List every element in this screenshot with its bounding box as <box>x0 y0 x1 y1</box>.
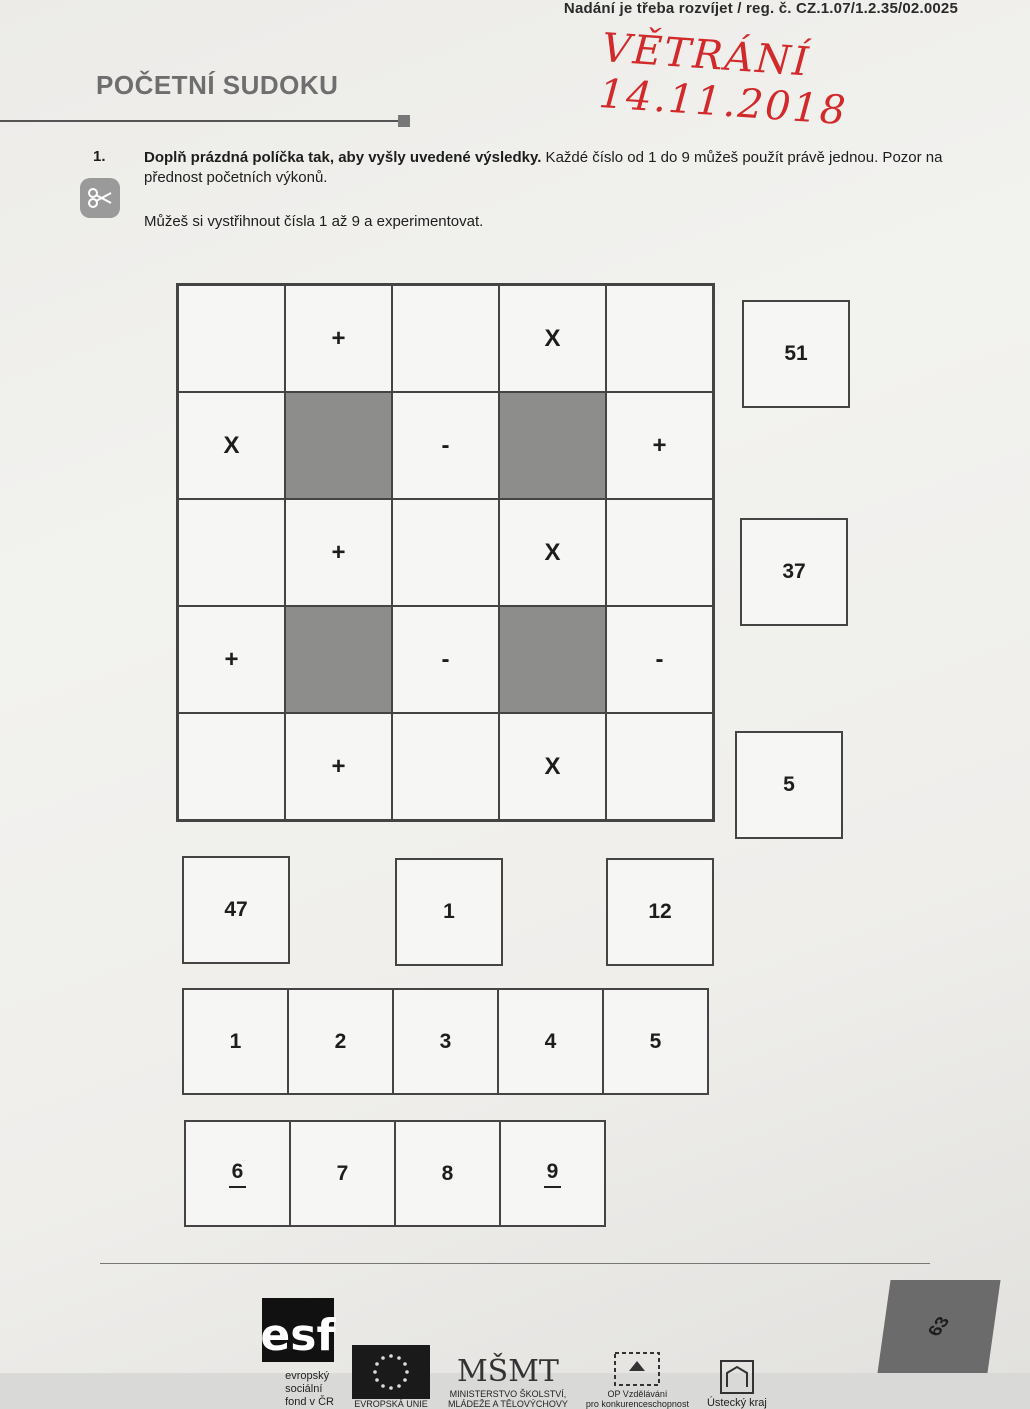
msmt-label-1: MINISTERSTVO ŠKOLSTVÍ, <box>449 1389 567 1399</box>
grid-operator: + <box>284 498 393 607</box>
op-logo <box>586 1349 689 1409</box>
grid-shaded-cell <box>498 391 607 500</box>
grid-operator: X <box>498 284 607 393</box>
msmt-logo <box>448 1355 568 1409</box>
grid-cell[interactable] <box>391 284 500 393</box>
number-tile[interactable]: 8 <box>394 1120 501 1227</box>
msmt-mark: MŠMT <box>456 1354 559 1389</box>
grid-cell[interactable] <box>177 284 286 393</box>
number-tile[interactable]: 1 <box>182 988 289 1095</box>
esf-text-line-2: sociální <box>285 1383 323 1395</box>
number-tile[interactable] <box>184 1120 291 1227</box>
op-label-2: pro konkurenceschopnost <box>585 1399 689 1409</box>
region-logo <box>707 1357 767 1409</box>
section-title: POČETNÍ SUDOKU <box>96 70 339 100</box>
grid-operator: - <box>605 605 714 714</box>
grid-operator: X <box>498 712 607 821</box>
grid-operator: - <box>391 391 500 500</box>
grid-shaded-cell <box>284 605 393 714</box>
esf-text-line-3: fond v ČR <box>285 1396 334 1408</box>
number-tile[interactable]: 2 <box>287 988 394 1095</box>
column-result-1: 47 <box>182 856 290 964</box>
row-result-3: 5 <box>735 731 843 839</box>
region-label: Ústecký kraj <box>706 1397 767 1409</box>
task-instruction-bold: Doplň prázdná políčka tak, aby vyšly uvedené výsledky. <box>144 149 542 166</box>
task-instruction <box>144 148 984 188</box>
project-reference: Nadání je třeba rozvíjet / reg. č. CZ.1.07/1.2.35/02.0025 <box>563 0 958 17</box>
column-result-2: 1 <box>395 858 503 966</box>
grid-operator: + <box>284 712 393 821</box>
esf-mark: esf <box>262 1298 334 1362</box>
msmt-label-2: MLÁDEŽE A TĚLOVÝCHOVY <box>448 1399 568 1409</box>
page-number: 63 <box>923 1313 954 1339</box>
op-arrows-icon <box>611 1349 663 1389</box>
grid-operator: + <box>177 605 286 714</box>
number-tiles-row-2 <box>184 1120 604 1227</box>
number-tile[interactable]: 5 <box>602 988 709 1095</box>
region-crest-icon <box>717 1357 757 1397</box>
task-number: 1. <box>93 148 106 165</box>
scissors-icon <box>80 178 120 218</box>
esf-text-line-1: evropský <box>285 1370 330 1382</box>
number-tile[interactable]: 4 <box>497 988 604 1095</box>
row-result-2: 37 <box>740 518 848 626</box>
handwritten-note: VĚTRÁNÍ 14.11.2018 <box>597 25 849 135</box>
grid-operator: - <box>391 605 500 714</box>
number-tile[interactable]: 3 <box>392 988 499 1095</box>
grid-cell[interactable] <box>605 284 714 393</box>
grid-shaded-cell <box>498 605 607 714</box>
grid-operator: X <box>498 498 607 607</box>
grid-cell[interactable] <box>605 498 714 607</box>
footer-logos <box>262 1298 767 1409</box>
grid-operator: X <box>177 391 286 500</box>
number-tile-label: 6 <box>229 1160 247 1188</box>
grid-cell[interactable] <box>177 498 286 607</box>
grid-cell[interactable] <box>605 712 714 821</box>
number-tile-label: 9 <box>544 1160 562 1188</box>
row-result-1: 51 <box>742 300 850 408</box>
number-tiles-row-1 <box>182 988 707 1095</box>
task-hint: Můžeš si vystřihnout čísla 1 až 9 a experimentovat. <box>144 213 484 230</box>
eu-logo <box>352 1345 430 1409</box>
grid-cell[interactable] <box>391 712 500 821</box>
task-instruction-rest: Každé číslo od 1 do 9 můžeš použít právě jednou. Pozor na přednost početních výkonů. <box>144 149 943 186</box>
grid-operator: + <box>605 391 714 500</box>
number-tile[interactable]: 7 <box>289 1120 396 1227</box>
grid-operator: + <box>284 284 393 393</box>
title-underline <box>0 120 400 122</box>
grid-shaded-cell <box>284 391 393 500</box>
page-number-tab <box>877 1280 1000 1373</box>
grid-cell[interactable] <box>391 498 500 607</box>
grid-cell[interactable] <box>177 712 286 821</box>
op-label-1: OP Vzdělávání <box>607 1389 668 1399</box>
footer-divider <box>100 1263 930 1264</box>
eu-flag-icon <box>352 1345 430 1399</box>
number-tile[interactable] <box>499 1120 606 1227</box>
esf-logo <box>262 1298 334 1409</box>
title-underline-marker <box>398 115 410 127</box>
column-result-3: 12 <box>606 858 714 966</box>
sudoku-grid <box>176 283 715 822</box>
eu-label: EVROPSKÁ UNIE <box>354 1399 428 1409</box>
